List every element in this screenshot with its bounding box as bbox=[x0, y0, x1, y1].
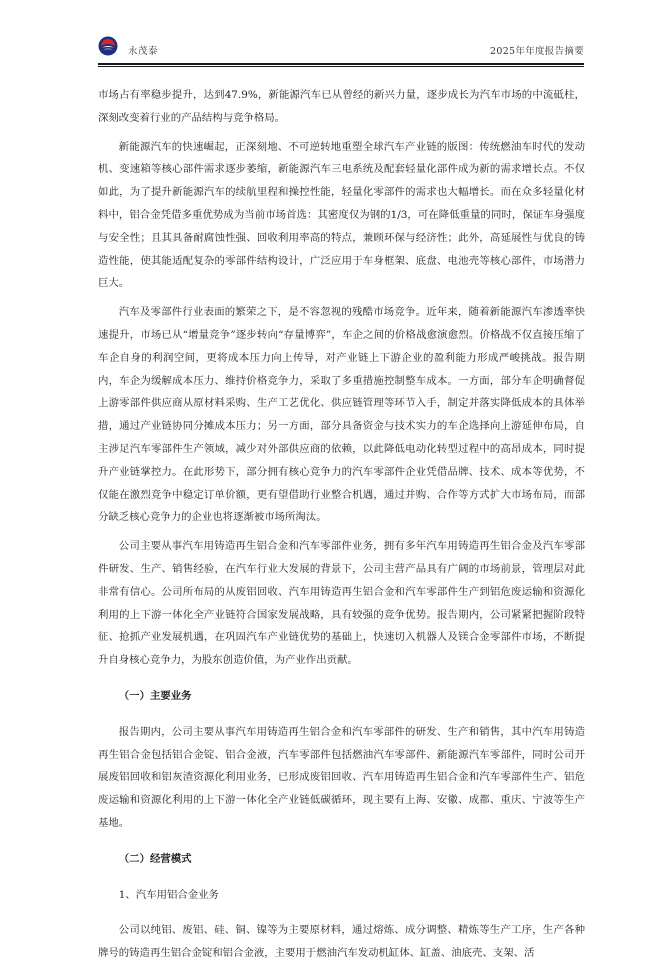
report-title: 2025年年度报告摘要 bbox=[490, 46, 584, 57]
header-rule-thin bbox=[98, 66, 584, 67]
company-logo bbox=[98, 36, 118, 56]
subheading-aluminum-business: 1、汽车用铝合金业务 bbox=[118, 888, 219, 901]
header-rule-thick bbox=[98, 63, 584, 65]
section-heading-main-business: （一）主要业务 bbox=[118, 689, 192, 702]
paragraph-company-overview: 公司主要从事汽车用铸造再生铝合金和汽车零部件业务，拥有多年汽车用铸造再生铝合金及汽车零部件研发、生产、销售经验，在汽车行业大发展的背景下，公司主营产品具有广阔的市场前景，管理层对此非常有信心。公司所布局的从废铝回收、汽车用铸造再生铝合金和汽车零部件生产到铝危废运输和资源化利用的上下游一体化全产业链符合国家发展战略，具有较强的竞争优势。报告期内，公司紧紧把握阶段特征、抢抓产业发展机遇，在巩固汽车产业链优势的基础上，快速切入机器人及镁合金零部件市场，不断提升自身核心竞争力，为股东创造价值，为产业作出贡献。 bbox=[98, 540, 585, 667]
paragraph-competition: 汽车及零部件行业表面的繁荣之下，是不容忽视的残酷市场竞争。近年来，随着新能源汽车渗透率快速提升，市场已从“增量竞争”逐步转向“存量博弈”，车企之间的价格战愈演愈烈。价格战不仅直接压缩了车企自身的利润空间，更将成本压力向上传导，对产业链上下游企业的盈利能力形成严峻挑战。报告期内，车企为缓解成本压力、维持价格竞争力，采取了多重措施控制整车成本。一方面，部分车企明确督促上游零部件供应商从原材料采购、生产工艺优化、供应链管理等环节入手，制定并落实降低成本的具体举措，通过产业链协同分摊成本压力；另一方面，部分具备资金与技术实力的车企选择向上游延伸布局，自主涉足汽车零部件生产领域，减少对外部供应商的依赖，以此降低电动化转型过程中的高昂成本，同时提升产业链掌控力。在此形势下，部分拥有核心竞争力的汽车零部件企业凭借品牌、技术、成本等优势，不仅能在激烈竞争中稳定订单价额，更有望借助行业整合机遇，通过并购、合作等方式扩大市场布局，而部分缺乏核心竞争力的企业也将逐渐被市场所淘汰。 bbox=[98, 306, 585, 524]
report-body bbox=[98, 84, 585, 965]
company-name: 永茂泰 bbox=[128, 46, 159, 57]
paragraph-new-energy: 新能源汽车的快速崛起，正深刻地、不可逆转地重塑全球汽车产业链的版图：传统燃油车时代的发动机、变速箱等核心部件需求逐步萎缩，新能源汽车三电系统及配套轻量化部件成为新的需求增长点。不仅如此，为了提升新能源汽车的续航里程和操控性能，轻量化零部件的需求也大幅增长。而在众多轻量化材料中，铝合金凭借多重优势成为当前市场首选：其密度仅为钢的1/3，可在降低重量的同时，保证车身强度与安全性；且其具备耐腐蚀性强、回收利用率高的特点，兼顾环保与经济性；此外，高延展性与优良的铸造性能，使其能适配复杂的零部件结构设计，广泛应用于车身框架、底盘、电池壳等核心部件，市场潜力巨大。 bbox=[98, 140, 585, 290]
paragraph-aluminum-business: 公司以纯铝、废铝、硅、铜、镍等为主要原材料，通过熔炼、成分调整、精炼等生产工序，生产各种牌号的铸造再生铝合金锭和铝合金液，主要用于燃油汽车发动机缸体、缸盖、油底壳、支架、活 bbox=[98, 924, 585, 960]
company-logo-icon bbox=[98, 36, 118, 56]
section-heading-business-model: （二）经营模式 bbox=[118, 852, 192, 865]
paragraph-market-share: 市场占有率稳步提升，达到47.9%，新能源汽车已从曾经的新兴力量，逐步成长为汽车市场的中流砥柱，深刻改变着行业的产品结构与竞争格局。 bbox=[98, 89, 585, 124]
page-header bbox=[98, 33, 584, 63]
paragraph-main-business: 报告期内，公司主要从事汽车用铸造再生铝合金和汽车零部件的研发、生产和销售，其中汽车用铸造再生铝合金包括铝合金锭、铝合金液，汽车零部件包括燃油汽车零部件、新能源汽车零部件，同时公司开展废铝回收和铝灰渣资源化利用业务，已形成废铝回收、汽车用铸造再生铝合金和汽车零部件生产、铝危废运输和资源化利用的上下游一体化全产业链低碳循环，现主要有上海、安徽、成都、重庆、宁波等生产基地。 bbox=[98, 725, 585, 829]
